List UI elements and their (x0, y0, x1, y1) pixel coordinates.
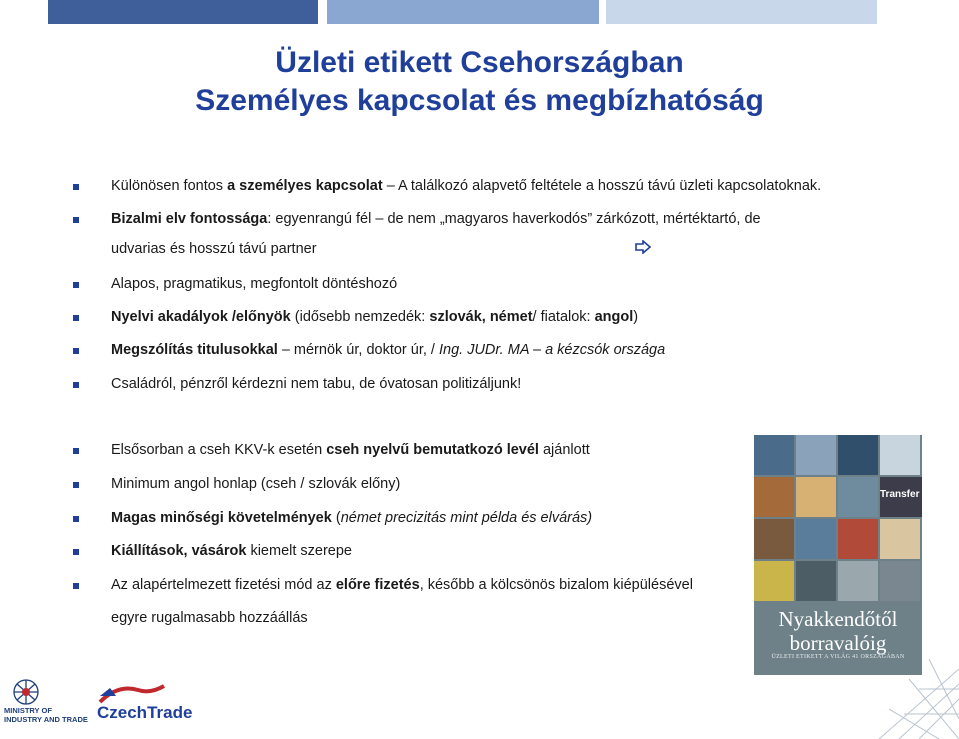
bullet-text-run: : egyenrangú fél – de nem „magyaros haverkodós” zárkózott, mértéktartó, de (267, 211, 761, 227)
bullet-text-run: ( (331, 510, 341, 526)
bullet-text (111, 241, 317, 257)
bullet-text-run: Kiállítások, vásárok (111, 543, 247, 559)
bullet-text (111, 376, 521, 392)
bullet-text (111, 178, 821, 194)
bullet-marker (73, 549, 79, 555)
bullet-text (111, 476, 400, 492)
bullet-text (111, 276, 397, 292)
bullet-marker (73, 348, 79, 354)
bullet-text-run: előre fizetés (335, 577, 420, 593)
bullet-text-run: , később a kölcsönös bizalom kiépülésével (419, 577, 693, 593)
slide-title-line-2: Személyes kapcsolat és megbízhatóság (195, 84, 764, 117)
bullet-text-run: Magas minőségi követelmények (111, 510, 332, 526)
bullet-text-run: – mérnök úr, doktor úr, / (277, 342, 439, 358)
book-subtitle: ÜZLETI ETIKETT A VILÁG 41 ORSZÁGÁBAN (771, 654, 905, 660)
bullet-marker (73, 448, 79, 454)
bullet-text (111, 309, 638, 325)
bullet-text-run: Nyelvi akadályok /előnyök (111, 309, 291, 325)
book-title-line-1: Nyakkendőtől (778, 607, 898, 631)
bullet-text-run: Az alapértelmezett fizetési mód az (111, 577, 336, 593)
bullet-text (111, 442, 590, 458)
bullet-text-run: Bizalmi elv fontossága (111, 211, 268, 227)
bullet-marker (73, 315, 79, 321)
bullet-text-run: Elsősorban a cseh KKV-k esetén (111, 442, 327, 458)
bullet-text-run: szlovák, német (429, 309, 533, 325)
bullet-text-run: ) (633, 309, 639, 325)
bullet-text-run: kiemelt szerepe (246, 543, 352, 559)
slide-title-line-1: Üzleti etikett Csehországban (275, 46, 684, 79)
czechtrade-logo-text: CzechTrade (97, 703, 193, 722)
bullet-text-run: Minimum angol honlap (cseh / szlovák előny) (111, 476, 401, 492)
bullet-text-run: Különösen fontos (111, 178, 228, 194)
slide-title (0, 44, 959, 120)
bullet-text-run: Ing. JUDr. MA – a kézcsók országa (438, 342, 666, 358)
ministry-logo-line-2: INDUSTRY AND TRADE (4, 715, 88, 724)
bullet-text-run: angol (594, 309, 634, 325)
bullet-text-run: Családról, pénzről kérdezni nem tabu, de óvatosan politizáljunk! (111, 376, 522, 392)
bullet-marker (73, 516, 79, 522)
bullet-marker (73, 282, 79, 288)
bullet-text-run: udvarias és hosszú távú partner (111, 241, 317, 257)
bullet-text-run: (idősebb nemzedék: (290, 309, 430, 325)
ministry-logo-line-1: MINISTRY OF (4, 706, 52, 715)
bullet-text (111, 342, 665, 358)
book-tile-label: Transfer (880, 477, 922, 517)
book-cover-photo-grid (754, 435, 922, 605)
bullet-text-run: ajánlott (538, 442, 590, 458)
bullet-text (111, 610, 308, 626)
header-bar-segment-2 (327, 0, 599, 24)
bullet-text-run: – A találkozó alapvető feltétele a hosszú távú üzleti kapcsolatoknak. (382, 178, 822, 194)
bullet-marker (73, 583, 79, 589)
header-bar-segment-1 (48, 0, 318, 24)
header-bar-segment-3 (606, 0, 877, 24)
bullet-text-run: cseh nyelvű bemutatkozó levél (326, 442, 539, 458)
bullet-text (111, 211, 761, 227)
book-cover-image (754, 435, 922, 675)
bullet-text-run: német precizitás mint példa és elvárás) (340, 510, 593, 526)
bullet-text-run: Alapos, pragmatikus, megfontolt döntéshozó (111, 276, 398, 292)
book-title-line-2: borravalóig (789, 631, 887, 655)
bullet-marker (73, 382, 79, 388)
arrow-right-icon (635, 240, 651, 254)
bullet-marker (73, 217, 79, 223)
bullet-text (111, 510, 592, 526)
bullet-marker (73, 184, 79, 190)
czechtrade-logo-mark-icon (98, 682, 166, 704)
bullet-text-run: egyre rugalmasabb hozzáállás (111, 610, 308, 626)
bullet-text-run: / fiatalok: (532, 309, 595, 325)
bullet-text (111, 543, 352, 559)
bullet-text-run: Megszólítás titulusokkal (111, 342, 278, 358)
bullet-text (111, 577, 693, 593)
bullet-text-run: a személyes kapcsolat (227, 178, 383, 194)
decorative-globe-pattern (819, 659, 959, 739)
bullet-marker (73, 482, 79, 488)
